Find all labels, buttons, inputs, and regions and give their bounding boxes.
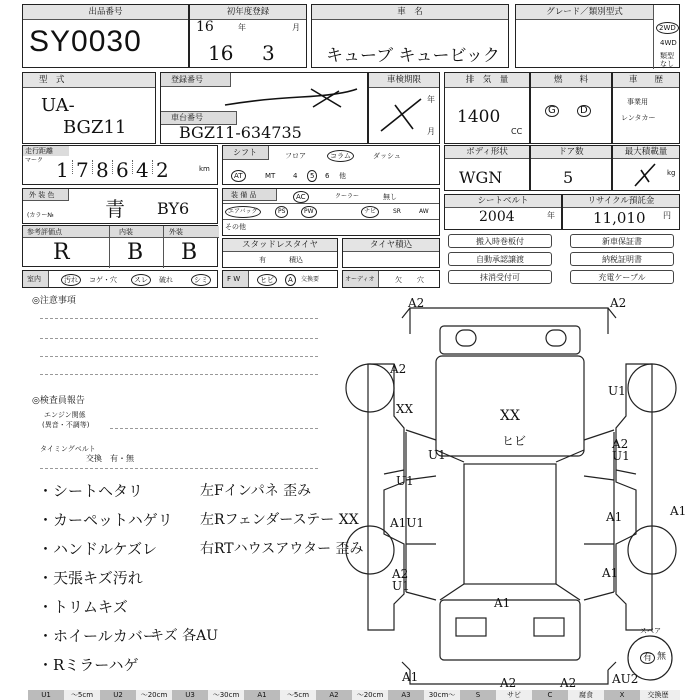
grade-box <box>515 4 680 68</box>
usage-box <box>612 72 680 144</box>
dmg-front-bumper-right: A2 <box>610 296 627 310</box>
displacement-header: 排 気 量 <box>445 73 529 88</box>
chassis-value: BGZ11-634735 <box>179 123 302 142</box>
grade-scores-box <box>22 225 218 267</box>
doors-value: 5 <box>563 168 574 187</box>
fw-crack: ヒビ <box>257 274 277 286</box>
legend-item: U3 <box>172 690 208 700</box>
eq-airbag: エアバッグ <box>225 206 261 218</box>
interior-dirt: 汚れ <box>61 274 81 286</box>
recycle-value: 11,010 <box>593 209 646 227</box>
dmg-rear-gate: A1 <box>494 596 511 610</box>
interior-score-label: 内装 <box>119 228 133 236</box>
mileage-digit: 7 <box>76 158 89 182</box>
dmg-rear-left-corner: A1 <box>402 670 419 684</box>
car-name: キューブ キュービック <box>326 46 500 66</box>
color-label: 外 装 色 <box>29 191 55 199</box>
equipment-box <box>222 188 440 236</box>
reg-month-unit: 月 <box>292 23 300 32</box>
fuel-d: D <box>577 105 591 117</box>
exterior-score-label: 外装 <box>169 228 183 236</box>
fuel-box <box>530 72 612 144</box>
lot-number-header: 出品番号 <box>23 5 188 20</box>
drive-4wd: 4WD <box>660 39 677 47</box>
dmg-rear-right-corner: AU2 <box>612 672 639 686</box>
dmg-left-rear-door: A1U1 <box>390 516 425 530</box>
dmg-right-rear-door: A1 <box>606 510 623 524</box>
reg-year: 16 <box>208 41 234 65</box>
mileage-digit: 1 <box>56 158 69 182</box>
legend-item: S <box>460 690 496 700</box>
documents-area <box>444 232 680 288</box>
interior-scuff: スレ <box>131 274 151 286</box>
shift-6: 6 <box>325 172 330 180</box>
engine-label: エンジン関係 <box>44 411 86 419</box>
usage-rental: レンタカー <box>621 114 656 122</box>
dmg-right-rear-fender: A1 <box>602 566 619 580</box>
grade-header: グレード／類別型式 <box>516 5 653 20</box>
eq-ps: PS <box>275 206 288 218</box>
ref-score-value: R <box>53 240 70 265</box>
tire-load-box <box>342 238 440 268</box>
exterior-score-value: B <box>181 240 198 265</box>
fw-label: F W <box>227 275 241 283</box>
legend-item: U1 <box>28 690 64 700</box>
shift-5: 5 <box>307 170 317 182</box>
legend-item: U2 <box>100 690 136 700</box>
capacity-header: 最大積載量 <box>613 146 679 159</box>
eq-navi: ナビ <box>361 206 379 218</box>
doc-charge-cable: 充電ケーブル <box>570 270 674 284</box>
legend-item: ～20cm <box>140 691 168 699</box>
doc-warranty: 新車保証書 <box>570 234 674 248</box>
lot-number: SY0030 <box>29 25 142 58</box>
audio-label: オーディオ <box>345 276 375 283</box>
seatbelt-value: 2004 <box>479 209 515 225</box>
mileage-label: 走行距離 <box>25 147 53 155</box>
shift-label: シフト <box>233 148 257 157</box>
legend-item: 交換歴 <box>647 691 669 699</box>
dmg-rear-bumper-right: A2 <box>560 676 577 690</box>
displacement-value: 1400 <box>457 107 501 127</box>
usage-header: 車 歴 <box>613 73 679 88</box>
legend-bar <box>28 690 680 700</box>
inspector-note-item: ・天張キズ汚れ <box>38 569 143 587</box>
mileage-digit: 8 <box>96 158 109 182</box>
legend-item: C <box>532 690 568 700</box>
caution-label: ◎注意事項 <box>32 296 76 306</box>
shift-box <box>222 145 440 185</box>
fw-a: A <box>285 274 296 286</box>
inspector-note-item: ・Rミラーハゲ <box>38 656 139 674</box>
doors-header: ドア数 <box>531 146 611 159</box>
capacity-box <box>612 145 680 191</box>
eq-none: 無し <box>383 193 397 201</box>
eq-aw: AW <box>419 208 429 215</box>
first-registration-box <box>189 4 307 68</box>
seatbelt-year-unit: 年 <box>547 211 555 220</box>
mileage-unit-km: km <box>199 165 210 173</box>
body-type-header: ボディ形状 <box>445 146 529 159</box>
inspector-note-item: ・ホイールカバー <box>38 627 158 645</box>
inspector-note-item: ・ハンドルケズレ <box>38 540 158 558</box>
dmg-front-bumper-left: A2 <box>408 296 425 310</box>
color-code: BY6 <box>157 199 190 218</box>
doc-cancel-ok: 抹消受付可 <box>448 270 552 284</box>
body-type-value: WGN <box>459 168 503 187</box>
fw-replace: 交換要 <box>301 276 320 283</box>
car-name-box <box>311 4 509 68</box>
color-sub-label: (カラー№ <box>27 212 54 219</box>
eq-other: その他 <box>225 223 246 231</box>
legend-item: A3 <box>388 690 424 700</box>
legend-item: X <box>604 690 640 700</box>
dmg-right-side-a1: A1 <box>670 504 687 518</box>
model-box <box>22 72 156 144</box>
drive-2wd: 2WD <box>656 22 679 34</box>
fuel-header: 燃 料 <box>531 73 611 88</box>
inspector-note-detail: 右RTハウスアウター 歪み <box>200 541 364 557</box>
mileage-digit: 6 <box>116 158 129 182</box>
ref-score-label: 参考評価点 <box>27 228 62 236</box>
usage-business: 事業用 <box>627 98 648 106</box>
mileage-digit: 2 <box>156 158 169 182</box>
recycle-unit: 円 <box>663 211 671 220</box>
inspector-note-detail: キズ 各AU <box>150 628 219 644</box>
model-value-1: UA- <box>41 95 75 116</box>
legend-item: 腐食 <box>579 691 593 699</box>
eq-sr: SR <box>393 208 401 215</box>
cc-unit: CC <box>511 127 523 136</box>
inspection-year-unit: 年 <box>427 95 435 104</box>
doc-carry-in: 搬入時巻板付 <box>448 234 552 248</box>
interior-burn: コゲ・穴 <box>89 276 117 284</box>
reg-month: 3 <box>262 41 275 65</box>
reg-year-unit: 年 <box>238 23 246 32</box>
first-registration-header: 初年度登録 <box>190 5 306 20</box>
interior-condition-label: 室内 <box>27 275 41 283</box>
shift-floor: フロア <box>285 152 306 160</box>
spare-none: 無 <box>657 652 667 662</box>
dmg-rear-bumper-left: A2 <box>500 676 517 690</box>
audio-box <box>342 270 440 288</box>
doc-auto-transfer: 自動承認譲渡 <box>448 252 552 266</box>
equipment-label: 装 備 品 <box>231 191 257 199</box>
inspector-note-detail: 左Fインパネ 歪み <box>200 483 312 499</box>
displacement-box <box>444 72 530 144</box>
recycle-box <box>562 194 680 230</box>
studless-yes: 有 <box>259 256 266 264</box>
shift-column: コラム <box>327 150 354 162</box>
body-type-box <box>444 145 530 191</box>
inspector-note-detail: 左Rフェンダーステー XX <box>200 512 359 528</box>
capacity-strike <box>633 162 659 188</box>
damage-diagram <box>340 300 680 692</box>
studless-loaded: 積込 <box>289 256 303 264</box>
eq-cooler: クーラー <box>335 193 360 200</box>
legend-item: ～20cm <box>356 691 384 699</box>
model-value-2: BGZ11 <box>63 117 127 138</box>
shift-at: AT <box>231 170 246 182</box>
legend-item: ～5cm <box>70 691 94 699</box>
fuel-g: G <box>545 105 559 117</box>
type-none: 類型 なし <box>660 52 674 68</box>
spare-label: スペア <box>640 627 661 635</box>
inspection-box <box>368 72 440 144</box>
registration-box <box>160 72 368 144</box>
interior-condition-box <box>22 270 218 288</box>
shift-mt: MT <box>265 172 276 180</box>
inspection-month-unit: 月 <box>427 127 435 136</box>
seatbelt-header: シートベルト <box>445 195 561 208</box>
dmg-left-rear-fender: A2 U1 <box>392 567 410 593</box>
timing-belt-sub: 交換 有・無 <box>86 454 134 463</box>
inspector-note-item: ・トリムキズ <box>38 598 128 616</box>
doc-tax-cert: 納税証明書 <box>570 252 674 266</box>
inspector-note-item: ・シートヘタリ <box>38 482 144 500</box>
shift-4: 4 <box>293 172 298 180</box>
color-value: 青 <box>105 197 125 221</box>
dmg-left-front-door-xx: XX <box>396 402 414 416</box>
dmg-left-side-u1: U1 <box>428 448 446 462</box>
fw-box <box>222 270 338 288</box>
studless-header: スタッドレスタイヤ <box>223 239 337 252</box>
legend-item: A2 <box>316 690 352 700</box>
model-header: 型 式 <box>23 73 155 88</box>
legend-item: サビ <box>507 691 521 699</box>
inspection-header: 車検期限 <box>369 73 439 88</box>
spare-yes: 有 <box>640 652 655 664</box>
mileage-mark: マーク <box>25 157 44 164</box>
dmg-hood-xx: XX <box>500 408 520 424</box>
reg-no-label: 登録番号 <box>171 75 203 84</box>
legend-item: A1 <box>244 690 280 700</box>
audio-hole: 穴 <box>417 276 424 284</box>
reg-no-strike <box>221 85 361 113</box>
eq-pw: PW <box>301 206 317 218</box>
dmg-left-front-door: U1 <box>396 474 414 488</box>
shift-other: 他 <box>339 172 346 180</box>
dmg-left-front-fender: A2 <box>390 362 407 376</box>
timing-belt-label: タイミングベルト <box>40 445 96 453</box>
interior-stain: シミ <box>191 274 211 286</box>
legend-item: ～30cm <box>212 691 240 699</box>
mileage-digit: 4 <box>136 158 149 182</box>
inspector-label: ◎検査員報告 <box>32 396 85 406</box>
legend-item: ～5cm <box>286 691 310 699</box>
tire-load-header: タイヤ積込 <box>343 239 439 252</box>
dmg-right-front-door: A2 U1 <box>612 437 630 463</box>
interior-tear: 破れ <box>159 276 173 284</box>
studless-box <box>222 238 338 268</box>
lot-number-box <box>22 4 189 68</box>
interior-score-value: B <box>127 240 144 265</box>
engine-sub-label: (異音・不調等) <box>42 421 90 429</box>
legend-item: 30cm～ <box>428 691 456 699</box>
dmg-windshield-crack: ヒビ <box>502 434 527 448</box>
car-name-header: 車 名 <box>312 5 508 20</box>
seatbelt-box <box>444 194 562 230</box>
color-box <box>22 188 218 224</box>
reg-year-small: 16 <box>196 19 214 35</box>
doors-box <box>530 145 612 191</box>
dmg-right-front-u1: U1 <box>608 384 626 398</box>
chassis-label: 車台番号 <box>171 113 203 122</box>
inspection-strike <box>377 95 427 135</box>
audio-missing: 欠 <box>395 276 402 284</box>
eq-ac: AC <box>293 191 309 203</box>
inspector-note-item: ・カーペットハゲリ <box>38 511 173 529</box>
shift-dash: ダッシュ <box>373 152 401 160</box>
recycle-header: リサイクル預託金 <box>563 195 679 208</box>
capacity-unit: kg <box>667 169 676 177</box>
